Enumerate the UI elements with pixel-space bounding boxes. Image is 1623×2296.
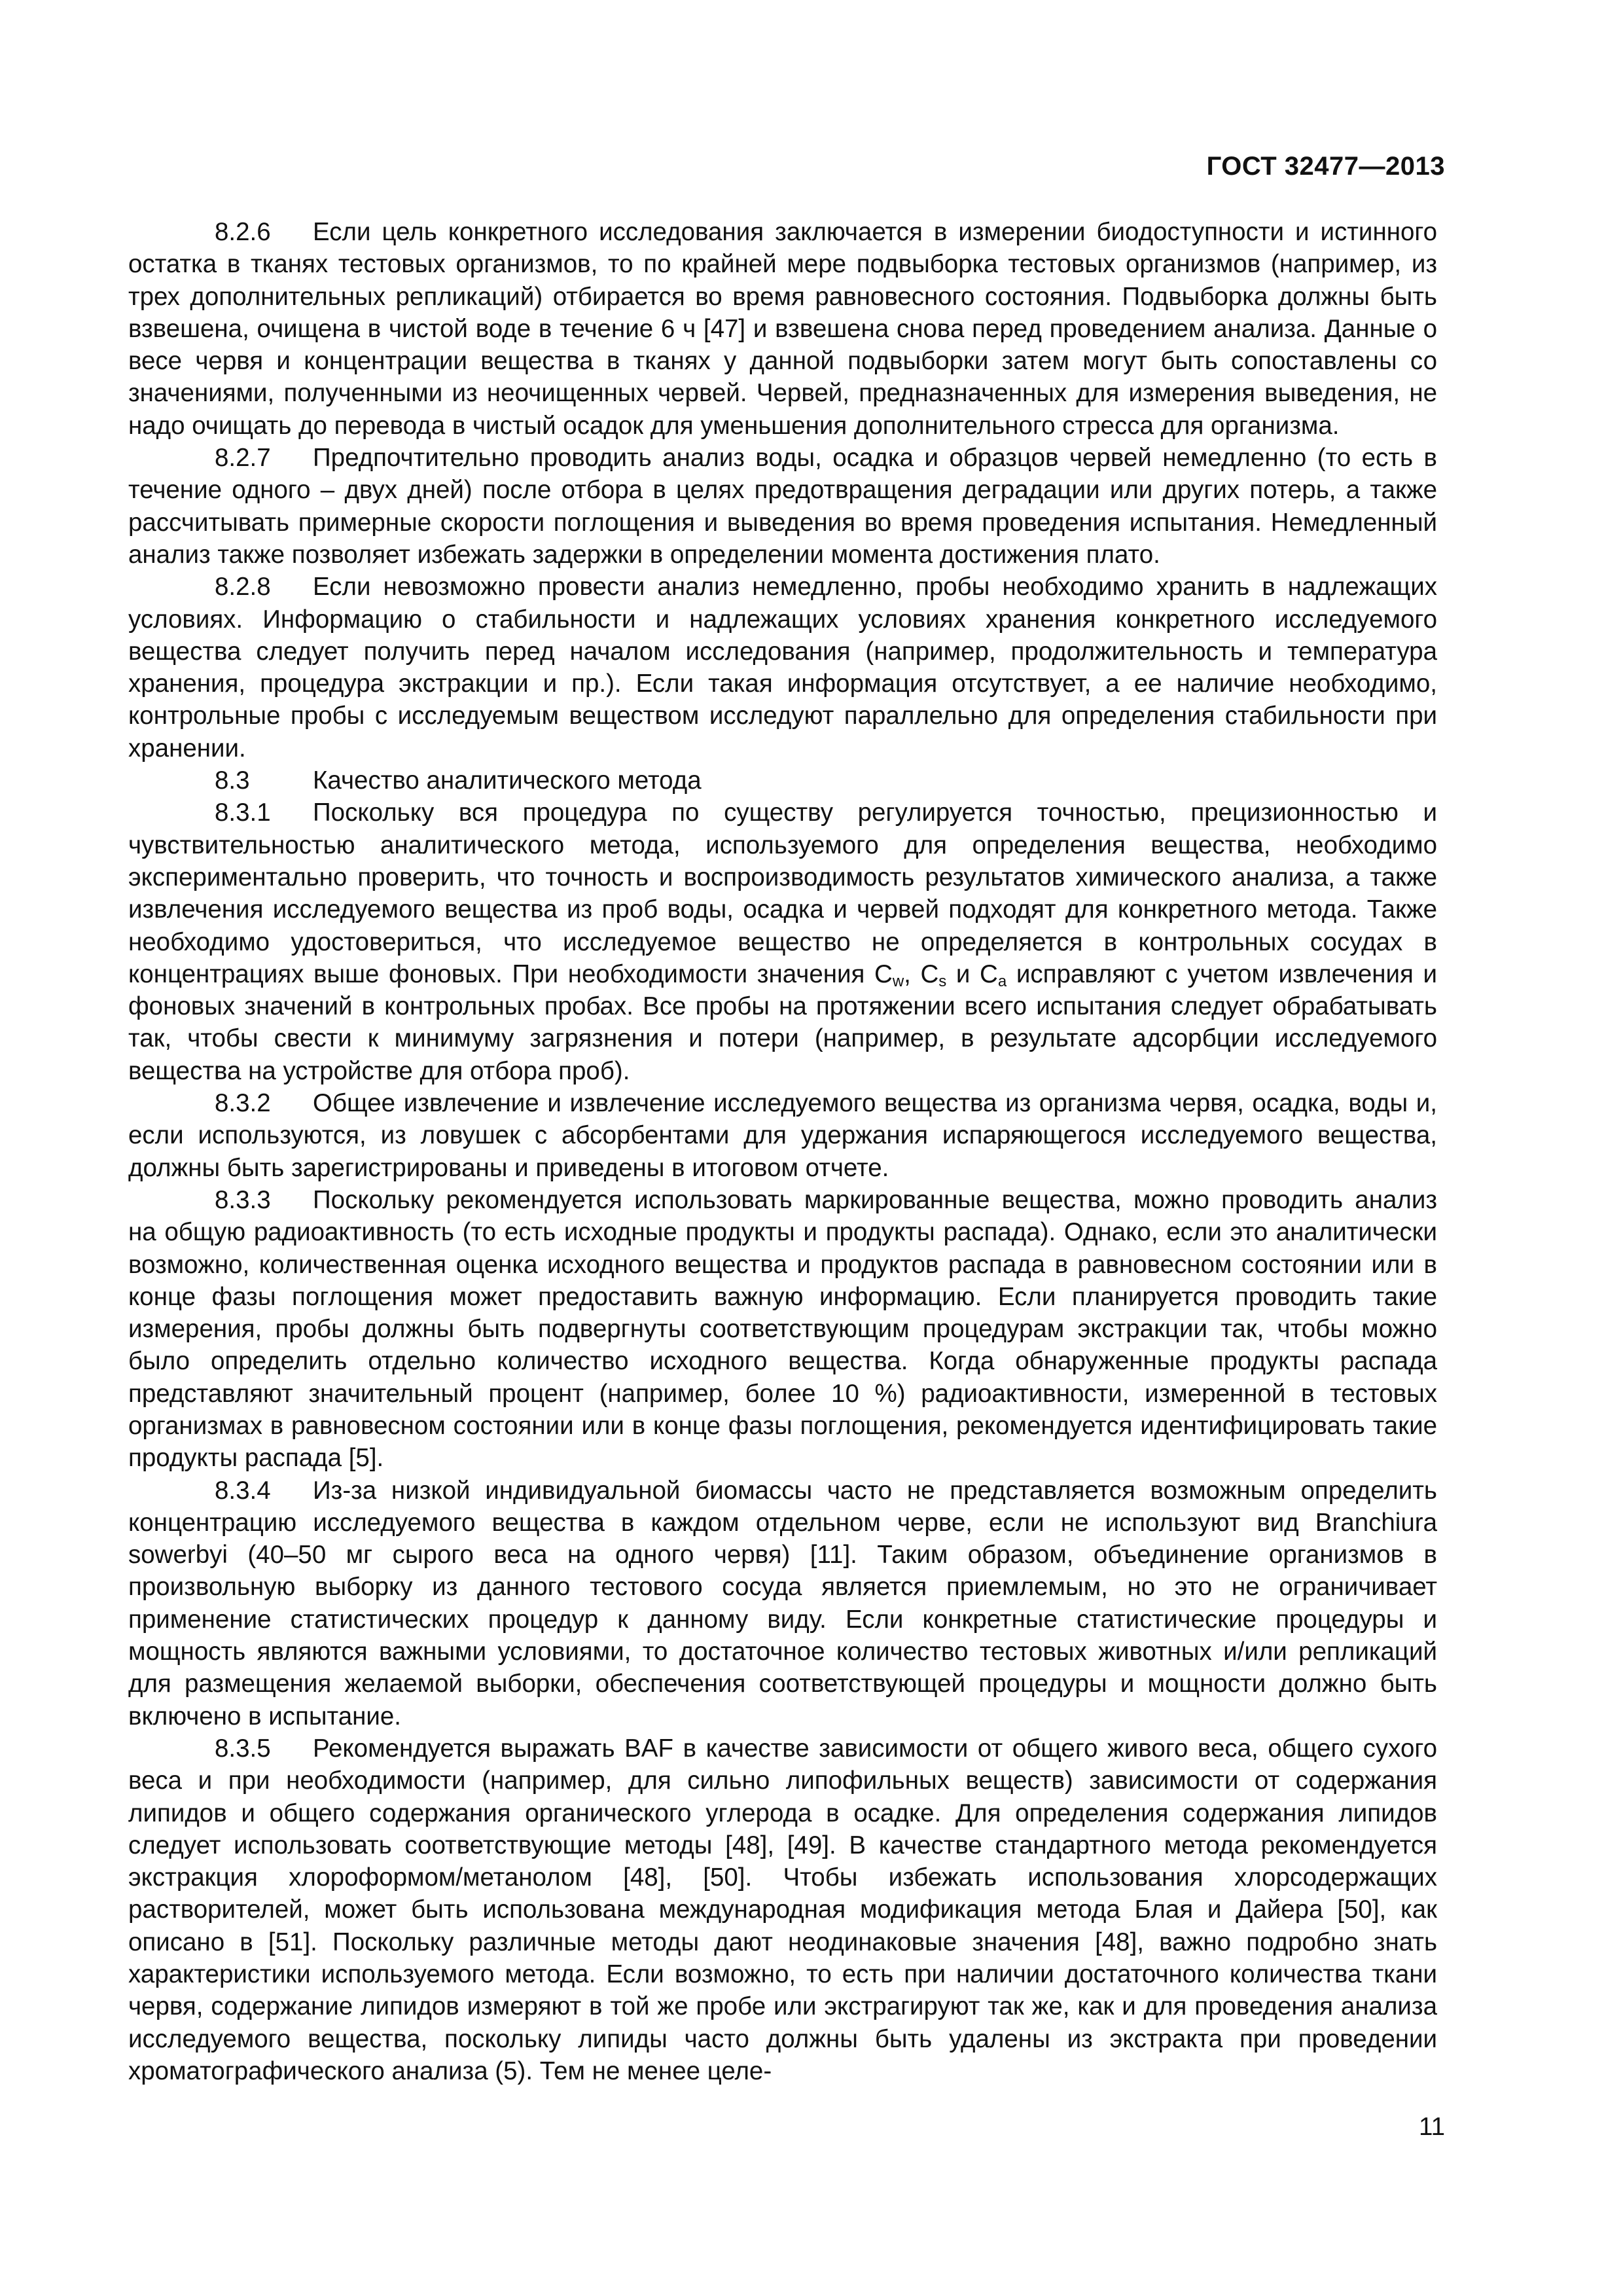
main-text <box>128 216 1437 2087</box>
paragraph-text: Рекомендуется выражать BAF в качестве зависимости от общего живого веса, общего сухого веса и при необходимости (например, для сильно липофильных веществ) зависимости от содержания липидов и общего содержания органического углерода в осадке. Для определения содержания липидов следует использовать соответствующие методы [48], [49]. В качестве стандартного метода рекомендуется экстракция хлороформом/метанолом [48], [50]. Чтобы избежать использования хлорсодержащих растворителей, может быть использована международная модификация метода Блая и Дайера [50], как описано в [51]. Поскольку различные методы дают неодинаковые значения [48], важно подробно знать характеристики используемого метода. Если возможно, то есть при наличии достаточного количества ткани червя, содержание липидов измеряют в той же пробе или экстрагируют так же, как и для проведения анализа исследуемого вещества, поскольку липиды часто должны быть удалены из экстракта при проведении хроматографического анализа (5). Тем не менее целе- <box>128 1734 1437 2085</box>
subscript-s: s <box>938 972 947 990</box>
section-number: 8.3 <box>215 766 250 795</box>
section-title: Качество аналитического метода <box>313 766 702 795</box>
paragraph-text-part: и C <box>946 960 998 988</box>
paragraph-number: 8.3.3 <box>215 1185 271 1214</box>
paragraph-number: 8.3.2 <box>215 1089 271 1118</box>
paragraph-number: 8.3.5 <box>215 1734 271 1763</box>
paragraph-number: 8.3.1 <box>215 798 271 827</box>
paragraph-text-part: Поскольку вся процедура по существу регулируется точностью, прецизионностью и чувствительностью аналитического метода, используемого для определения вещества, необходимо экспериментально проверить, что точность и воспроизводимость результатов химического анализа, а также извлечения исследуемого вещества из проб воды, осадка и червей подходят для конкретного метода. Также необходимо удостовериться, что исследуемое вещество не определяется в контрольных сосудах в концентрациях выше фоновых. При необходимости значения C <box>128 798 1437 988</box>
section-heading-8-3 <box>128 764 1437 797</box>
paragraph-text-part: исправляют с учетом извлечения и фоновых значений в контрольных пробах. Все пробы на протяжении всего испытания следует обрабатывать так, чтобы свести к минимуму загрязнения и потери (например, в результате адсорбции исследуемого вещества на устройстве для отбора проб). <box>128 960 1438 1085</box>
standard-designation: ГОСТ 32477—2013 <box>1206 152 1445 181</box>
paragraph-number: 8.2.6 <box>215 218 271 246</box>
paragraph-8-3-4 <box>128 1475 1437 1732</box>
paragraph-8-3-2 <box>128 1087 1437 1184</box>
paragraph-text: Если невозможно провести анализ немедленно, пробы необходимо хранить в надлежащих условиях. Информацию о стабильности и надлежащих условиях хранения конкретного исследуемого вещества следует получить перед началом исследования (например, продолжительность и температура хранения, процедура экстракции и пр.). Если такая информация отсутствует, а ее наличие необходимо, контрольные пробы с исследуемым веществом исследуют параллельно для определения стабильности при хранении. <box>128 573 1437 762</box>
paragraph-8-2-8 <box>128 571 1437 764</box>
paragraph-text: Предпочтительно проводить анализ воды, осадка и образцов червей немедленно (то есть в течение одного – двух дней) после отбора в целях предотвращения деградации или других потерь, а также рассчитывать примерные скорости поглощения и выведения во время проведения испытания. Немедленный анализ также позволяет избежать задержки в определении момента достижения плато. <box>128 444 1437 569</box>
page-number: 11 <box>1419 2113 1445 2141</box>
paragraph-8-2-7 <box>128 442 1437 571</box>
paragraph-number: 8.2.7 <box>215 444 271 473</box>
paragraph-text: Если цель конкретного исследования заключается в измерении биодоступности и истинного остатка в тканях тестовых организмов, то по крайней мере подвыборка тестовых организмов (например, из трех дополнительных репликаций) отбирается во время равновесного состояния. Подвыборка должны быть взвешена, очищена в чистой воде в течение 6 ч [47] и взвешена снова перед проведением анализа. Данные о весе червя и концентрации вещества в тканях у данной подвыборки затем могут быть сопоставлены со значениями, полученными из неочищенных червей. Червей, предназначенных для измерения выведения, не надо очищать до перевода в чистый осадок для уменьшения дополнительного стресса для организма. <box>128 218 1437 440</box>
paragraph-text: Поскольку рекомендуется использовать маркированные вещества, можно проводить анализ на общую радиоактивность (то есть исходные продукты и продукты распада). Однако, если это аналитически возможно, количественная оценка исходного вещества и продуктов распада в равновесном состоянии или в конце фазы поглощения может предоставить важную информацию. Если планируется проводить такие измерения, пробы должны быть подвергнуты соответствующим процедурам экстракции так, чтобы можно было определить отдельно количество исходного вещества. Когда обнаруженные продукты распада представляют значительный процент (например, более 10 %) радиоактивности, измеренной в тестовых организмах в равновесном состоянии или в конце фазы поглощения, рекомендуется идентифицировать такие продукты распада [5]. <box>128 1185 1437 1473</box>
paragraph-8-3-3 <box>128 1184 1437 1475</box>
paragraph-8-3-1 <box>128 797 1437 1087</box>
subscript-w: w <box>892 972 904 990</box>
paragraph-text: Общее извлечение и извлечение исследуемого вещества из организма червя, осадка, воды и, если используются, из ловушек с абсорбентами для удержания испаряющегося исследуемого вещества, должны быть зарегистрированы и приведены в итоговом отчете. <box>128 1089 1437 1182</box>
subscript-a: a <box>997 972 1007 990</box>
paragraph-number: 8.3.4 <box>215 1476 271 1505</box>
paragraph-8-2-6 <box>128 216 1437 442</box>
paragraph-number: 8.2.8 <box>215 573 271 601</box>
paragraph-text-part: , C <box>904 960 939 988</box>
paragraph-8-3-5 <box>128 1732 1437 2087</box>
paragraph-text: Из-за низкой индивидуальной биомассы часто не представляется возможным определить концентрацию исследуемого вещества в каждом отдельном черве, если не используют вид Branchiura sowerbyi (40–50 мг сырого веса на одного червя) [11]. Таким образом, объединение организмов в произвольную выборку из данного тестового сосуда является приемлемым, но это не ограничивает применение статистических процедур к данному виду. Если конкретные статистические процедуры и мощность являются важными условиями, то достаточное количество тестовых животных и/или репликаций для размещения желаемой выборки, обеспечения соответствующей процедуры и мощности должно быть включено в испытание. <box>128 1476 1437 1731</box>
